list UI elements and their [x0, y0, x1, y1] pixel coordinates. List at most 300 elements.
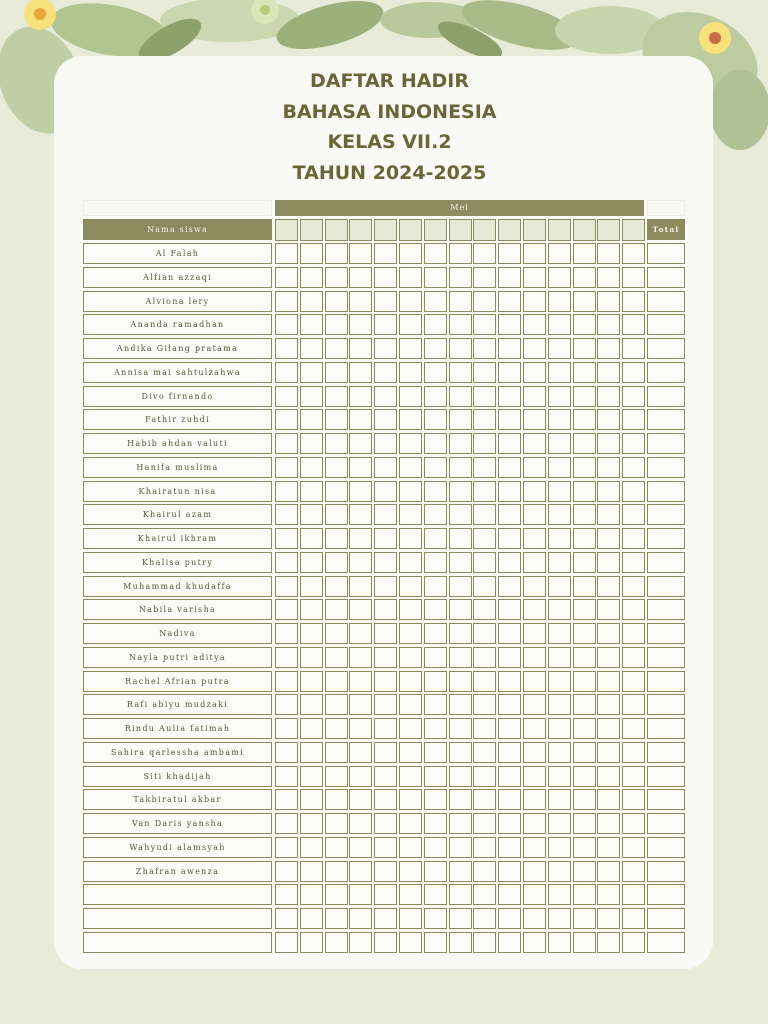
attendance-cell[interactable]: [597, 362, 620, 383]
attendance-cell[interactable]: [498, 694, 521, 715]
attendance-cell[interactable]: [275, 243, 298, 264]
attendance-cell[interactable]: [523, 362, 546, 383]
attendance-cell[interactable]: [498, 528, 521, 549]
attendance-cell[interactable]: [424, 599, 447, 620]
attendance-cell[interactable]: [374, 552, 397, 573]
attendance-cell[interactable]: [622, 861, 645, 882]
attendance-cell[interactable]: [473, 599, 496, 620]
attendance-cell[interactable]: [300, 528, 323, 549]
attendance-cell[interactable]: [374, 718, 397, 739]
attendance-cell[interactable]: [523, 884, 546, 905]
attendance-cell[interactable]: [473, 742, 496, 763]
attendance-cell[interactable]: [399, 528, 422, 549]
attendance-cell[interactable]: [597, 647, 620, 668]
attendance-cell[interactable]: [399, 908, 422, 929]
attendance-cell[interactable]: [523, 409, 546, 430]
attendance-cell[interactable]: [597, 789, 620, 810]
attendance-cell[interactable]: [399, 576, 422, 597]
attendance-cell[interactable]: [325, 932, 348, 953]
attendance-cell[interactable]: [498, 789, 521, 810]
attendance-cell[interactable]: [374, 481, 397, 502]
attendance-cell[interactable]: [473, 671, 496, 692]
attendance-cell[interactable]: [349, 314, 372, 335]
attendance-cell[interactable]: [349, 837, 372, 858]
attendance-cell[interactable]: [349, 338, 372, 359]
attendance-cell[interactable]: [449, 837, 472, 858]
attendance-cell[interactable]: [399, 694, 422, 715]
attendance-cell[interactable]: [548, 291, 571, 312]
attendance-cell[interactable]: [374, 314, 397, 335]
total-cell[interactable]: [647, 528, 685, 549]
attendance-cell[interactable]: [325, 552, 348, 573]
attendance-cell[interactable]: [473, 267, 496, 288]
attendance-cell[interactable]: [424, 386, 447, 407]
attendance-cell[interactable]: [399, 718, 422, 739]
attendance-cell[interactable]: [548, 623, 571, 644]
attendance-cell[interactable]: [573, 932, 596, 953]
total-cell[interactable]: [647, 766, 685, 787]
attendance-cell[interactable]: [597, 884, 620, 905]
attendance-cell[interactable]: [300, 623, 323, 644]
attendance-cell[interactable]: [300, 338, 323, 359]
attendance-cell[interactable]: [275, 766, 298, 787]
attendance-cell[interactable]: [548, 552, 571, 573]
attendance-cell[interactable]: [597, 813, 620, 834]
attendance-cell[interactable]: [523, 671, 546, 692]
attendance-cell[interactable]: [573, 813, 596, 834]
attendance-cell[interactable]: [523, 314, 546, 335]
attendance-cell[interactable]: [349, 908, 372, 929]
attendance-cell[interactable]: [275, 291, 298, 312]
attendance-cell[interactable]: [523, 243, 546, 264]
attendance-cell[interactable]: [498, 671, 521, 692]
attendance-cell[interactable]: [424, 457, 447, 478]
attendance-cell[interactable]: [325, 481, 348, 502]
attendance-cell[interactable]: [349, 884, 372, 905]
attendance-cell[interactable]: [498, 718, 521, 739]
attendance-cell[interactable]: [573, 576, 596, 597]
attendance-cell[interactable]: [399, 837, 422, 858]
attendance-cell[interactable]: [275, 742, 298, 763]
attendance-cell[interactable]: [349, 599, 372, 620]
attendance-cell[interactable]: [523, 861, 546, 882]
attendance-cell[interactable]: [498, 362, 521, 383]
total-cell[interactable]: [647, 861, 685, 882]
attendance-cell[interactable]: [374, 932, 397, 953]
attendance-cell[interactable]: [523, 789, 546, 810]
attendance-cell[interactable]: [597, 932, 620, 953]
total-cell[interactable]: [647, 718, 685, 739]
attendance-cell[interactable]: [473, 338, 496, 359]
total-cell[interactable]: [647, 671, 685, 692]
attendance-cell[interactable]: [399, 861, 422, 882]
attendance-cell[interactable]: [498, 813, 521, 834]
attendance-cell[interactable]: [523, 766, 546, 787]
attendance-cell[interactable]: [548, 742, 571, 763]
attendance-cell[interactable]: [473, 576, 496, 597]
attendance-cell[interactable]: [473, 908, 496, 929]
attendance-cell[interactable]: [325, 504, 348, 525]
attendance-cell[interactable]: [325, 861, 348, 882]
attendance-cell[interactable]: [622, 932, 645, 953]
attendance-cell[interactable]: [473, 552, 496, 573]
attendance-cell[interactable]: [548, 694, 571, 715]
attendance-cell[interactable]: [399, 338, 422, 359]
attendance-cell[interactable]: [498, 623, 521, 644]
attendance-cell[interactable]: [498, 576, 521, 597]
total-cell[interactable]: [647, 552, 685, 573]
attendance-cell[interactable]: [374, 694, 397, 715]
attendance-cell[interactable]: [548, 457, 571, 478]
attendance-cell[interactable]: [523, 386, 546, 407]
attendance-cell[interactable]: [300, 884, 323, 905]
attendance-cell[interactable]: [473, 504, 496, 525]
total-cell[interactable]: [647, 291, 685, 312]
attendance-cell[interactable]: [449, 623, 472, 644]
attendance-cell[interactable]: [548, 528, 571, 549]
attendance-cell[interactable]: [597, 457, 620, 478]
attendance-cell[interactable]: [349, 291, 372, 312]
attendance-cell[interactable]: [399, 766, 422, 787]
attendance-cell[interactable]: [473, 314, 496, 335]
attendance-cell[interactable]: [449, 647, 472, 668]
attendance-cell[interactable]: [449, 718, 472, 739]
attendance-cell[interactable]: [573, 861, 596, 882]
attendance-cell[interactable]: [622, 623, 645, 644]
attendance-cell[interactable]: [349, 861, 372, 882]
attendance-cell[interactable]: [548, 884, 571, 905]
attendance-cell[interactable]: [548, 314, 571, 335]
attendance-cell[interactable]: [498, 314, 521, 335]
attendance-cell[interactable]: [548, 338, 571, 359]
attendance-cell[interactable]: [622, 481, 645, 502]
attendance-cell[interactable]: [424, 362, 447, 383]
attendance-cell[interactable]: [597, 528, 620, 549]
attendance-cell[interactable]: [399, 932, 422, 953]
attendance-cell[interactable]: [473, 291, 496, 312]
total-cell[interactable]: [647, 409, 685, 430]
attendance-cell[interactable]: [349, 409, 372, 430]
attendance-cell[interactable]: [523, 908, 546, 929]
attendance-cell[interactable]: [374, 884, 397, 905]
attendance-cell[interactable]: [374, 837, 397, 858]
attendance-cell[interactable]: [523, 623, 546, 644]
attendance-cell[interactable]: [548, 908, 571, 929]
attendance-cell[interactable]: [275, 314, 298, 335]
total-cell[interactable]: [647, 647, 685, 668]
total-cell[interactable]: [647, 623, 685, 644]
attendance-cell[interactable]: [424, 647, 447, 668]
attendance-cell[interactable]: [325, 742, 348, 763]
attendance-cell[interactable]: [349, 576, 372, 597]
attendance-cell[interactable]: [424, 623, 447, 644]
attendance-cell[interactable]: [548, 386, 571, 407]
attendance-cell[interactable]: [449, 908, 472, 929]
attendance-cell[interactable]: [349, 671, 372, 692]
attendance-cell[interactable]: [449, 528, 472, 549]
attendance-cell[interactable]: [275, 813, 298, 834]
attendance-cell[interactable]: [449, 291, 472, 312]
attendance-cell[interactable]: [374, 813, 397, 834]
attendance-cell[interactable]: [374, 908, 397, 929]
attendance-cell[interactable]: [275, 386, 298, 407]
attendance-cell[interactable]: [573, 291, 596, 312]
attendance-cell[interactable]: [275, 338, 298, 359]
attendance-cell[interactable]: [622, 718, 645, 739]
attendance-cell[interactable]: [374, 267, 397, 288]
attendance-cell[interactable]: [473, 647, 496, 668]
attendance-cell[interactable]: [300, 742, 323, 763]
attendance-cell[interactable]: [325, 243, 348, 264]
attendance-cell[interactable]: [597, 694, 620, 715]
attendance-cell[interactable]: [573, 504, 596, 525]
attendance-cell[interactable]: [449, 314, 472, 335]
attendance-cell[interactable]: [597, 576, 620, 597]
attendance-cell[interactable]: [424, 671, 447, 692]
attendance-cell[interactable]: [374, 362, 397, 383]
attendance-cell[interactable]: [622, 671, 645, 692]
attendance-cell[interactable]: [473, 409, 496, 430]
total-cell[interactable]: [647, 932, 685, 953]
attendance-cell[interactable]: [597, 267, 620, 288]
attendance-cell[interactable]: [300, 362, 323, 383]
attendance-cell[interactable]: [573, 338, 596, 359]
attendance-cell[interactable]: [473, 694, 496, 715]
attendance-cell[interactable]: [473, 884, 496, 905]
attendance-cell[interactable]: [325, 789, 348, 810]
attendance-cell[interactable]: [399, 314, 422, 335]
attendance-cell[interactable]: [548, 789, 571, 810]
attendance-cell[interactable]: [325, 884, 348, 905]
attendance-cell[interactable]: [399, 552, 422, 573]
attendance-cell[interactable]: [275, 861, 298, 882]
attendance-cell[interactable]: [622, 599, 645, 620]
attendance-cell[interactable]: [449, 552, 472, 573]
attendance-cell[interactable]: [573, 243, 596, 264]
attendance-cell[interactable]: [473, 433, 496, 454]
attendance-cell[interactable]: [523, 742, 546, 763]
attendance-cell[interactable]: [548, 481, 571, 502]
attendance-cell[interactable]: [374, 291, 397, 312]
attendance-cell[interactable]: [325, 671, 348, 692]
attendance-cell[interactable]: [498, 552, 521, 573]
attendance-cell[interactable]: [325, 813, 348, 834]
attendance-cell[interactable]: [424, 742, 447, 763]
attendance-cell[interactable]: [548, 409, 571, 430]
attendance-cell[interactable]: [597, 338, 620, 359]
attendance-cell[interactable]: [349, 694, 372, 715]
attendance-cell[interactable]: [498, 409, 521, 430]
attendance-cell[interactable]: [622, 552, 645, 573]
total-cell[interactable]: [647, 599, 685, 620]
attendance-cell[interactable]: [473, 932, 496, 953]
attendance-cell[interactable]: [325, 409, 348, 430]
attendance-cell[interactable]: [300, 694, 323, 715]
attendance-cell[interactable]: [573, 766, 596, 787]
attendance-cell[interactable]: [399, 409, 422, 430]
attendance-cell[interactable]: [548, 861, 571, 882]
attendance-cell[interactable]: [424, 267, 447, 288]
attendance-cell[interactable]: [424, 718, 447, 739]
attendance-cell[interactable]: [300, 861, 323, 882]
attendance-cell[interactable]: [622, 267, 645, 288]
attendance-cell[interactable]: [449, 742, 472, 763]
attendance-cell[interactable]: [424, 766, 447, 787]
attendance-cell[interactable]: [325, 314, 348, 335]
attendance-cell[interactable]: [498, 884, 521, 905]
attendance-cell[interactable]: [275, 528, 298, 549]
attendance-cell[interactable]: [275, 362, 298, 383]
attendance-cell[interactable]: [498, 267, 521, 288]
attendance-cell[interactable]: [597, 243, 620, 264]
attendance-cell[interactable]: [573, 599, 596, 620]
attendance-cell[interactable]: [424, 243, 447, 264]
attendance-cell[interactable]: [374, 504, 397, 525]
attendance-cell[interactable]: [300, 576, 323, 597]
attendance-cell[interactable]: [498, 766, 521, 787]
attendance-cell[interactable]: [523, 528, 546, 549]
attendance-cell[interactable]: [573, 647, 596, 668]
attendance-cell[interactable]: [548, 433, 571, 454]
attendance-cell[interactable]: [275, 552, 298, 573]
attendance-cell[interactable]: [275, 884, 298, 905]
attendance-cell[interactable]: [622, 694, 645, 715]
attendance-cell[interactable]: [597, 599, 620, 620]
attendance-cell[interactable]: [349, 386, 372, 407]
total-cell[interactable]: [647, 504, 685, 525]
attendance-cell[interactable]: [300, 932, 323, 953]
attendance-cell[interactable]: [548, 243, 571, 264]
attendance-cell[interactable]: [374, 409, 397, 430]
attendance-cell[interactable]: [622, 433, 645, 454]
attendance-cell[interactable]: [325, 694, 348, 715]
attendance-cell[interactable]: [399, 599, 422, 620]
attendance-cell[interactable]: [300, 314, 323, 335]
attendance-cell[interactable]: [597, 908, 620, 929]
attendance-cell[interactable]: [399, 884, 422, 905]
attendance-cell[interactable]: [597, 718, 620, 739]
attendance-cell[interactable]: [424, 908, 447, 929]
attendance-cell[interactable]: [325, 433, 348, 454]
attendance-cell[interactable]: [622, 243, 645, 264]
attendance-cell[interactable]: [300, 386, 323, 407]
attendance-cell[interactable]: [548, 718, 571, 739]
attendance-cell[interactable]: [424, 694, 447, 715]
attendance-cell[interactable]: [424, 504, 447, 525]
attendance-cell[interactable]: [275, 267, 298, 288]
attendance-cell[interactable]: [573, 386, 596, 407]
attendance-cell[interactable]: [597, 386, 620, 407]
attendance-cell[interactable]: [622, 362, 645, 383]
attendance-cell[interactable]: [374, 861, 397, 882]
attendance-cell[interactable]: [449, 884, 472, 905]
attendance-cell[interactable]: [399, 813, 422, 834]
attendance-cell[interactable]: [424, 528, 447, 549]
attendance-cell[interactable]: [349, 267, 372, 288]
attendance-cell[interactable]: [523, 433, 546, 454]
attendance-cell[interactable]: [325, 718, 348, 739]
attendance-cell[interactable]: [523, 291, 546, 312]
attendance-cell[interactable]: [622, 409, 645, 430]
attendance-cell[interactable]: [424, 813, 447, 834]
total-cell[interactable]: [647, 314, 685, 335]
attendance-cell[interactable]: [374, 766, 397, 787]
attendance-cell[interactable]: [399, 647, 422, 668]
attendance-cell[interactable]: [622, 504, 645, 525]
attendance-cell[interactable]: [548, 671, 571, 692]
attendance-cell[interactable]: [573, 267, 596, 288]
attendance-cell[interactable]: [374, 457, 397, 478]
attendance-cell[interactable]: [325, 267, 348, 288]
attendance-cell[interactable]: [523, 481, 546, 502]
total-cell[interactable]: [647, 813, 685, 834]
attendance-cell[interactable]: [498, 861, 521, 882]
attendance-cell[interactable]: [597, 861, 620, 882]
attendance-cell[interactable]: [275, 789, 298, 810]
attendance-cell[interactable]: [498, 742, 521, 763]
attendance-cell[interactable]: [449, 599, 472, 620]
attendance-cell[interactable]: [622, 457, 645, 478]
attendance-cell[interactable]: [325, 766, 348, 787]
attendance-cell[interactable]: [523, 599, 546, 620]
attendance-cell[interactable]: [275, 481, 298, 502]
attendance-cell[interactable]: [374, 742, 397, 763]
attendance-cell[interactable]: [473, 813, 496, 834]
attendance-cell[interactable]: [622, 884, 645, 905]
attendance-cell[interactable]: [498, 837, 521, 858]
attendance-cell[interactable]: [449, 386, 472, 407]
attendance-cell[interactable]: [275, 433, 298, 454]
attendance-cell[interactable]: [498, 433, 521, 454]
attendance-cell[interactable]: [573, 457, 596, 478]
attendance-cell[interactable]: [349, 552, 372, 573]
attendance-cell[interactable]: [573, 362, 596, 383]
attendance-cell[interactable]: [498, 481, 521, 502]
attendance-cell[interactable]: [548, 647, 571, 668]
attendance-cell[interactable]: [449, 766, 472, 787]
attendance-cell[interactable]: [449, 457, 472, 478]
attendance-cell[interactable]: [399, 267, 422, 288]
attendance-cell[interactable]: [399, 789, 422, 810]
attendance-cell[interactable]: [622, 766, 645, 787]
attendance-cell[interactable]: [498, 504, 521, 525]
attendance-cell[interactable]: [275, 671, 298, 692]
total-cell[interactable]: [647, 386, 685, 407]
attendance-cell[interactable]: [300, 813, 323, 834]
attendance-cell[interactable]: [498, 908, 521, 929]
attendance-cell[interactable]: [325, 837, 348, 858]
attendance-cell[interactable]: [597, 742, 620, 763]
attendance-cell[interactable]: [473, 386, 496, 407]
attendance-cell[interactable]: [449, 504, 472, 525]
attendance-cell[interactable]: [622, 291, 645, 312]
attendance-cell[interactable]: [300, 647, 323, 668]
attendance-cell[interactable]: [349, 528, 372, 549]
attendance-cell[interactable]: [449, 789, 472, 810]
attendance-cell[interactable]: [473, 362, 496, 383]
attendance-cell[interactable]: [573, 671, 596, 692]
attendance-cell[interactable]: [622, 314, 645, 335]
attendance-cell[interactable]: [523, 338, 546, 359]
attendance-cell[interactable]: [374, 576, 397, 597]
attendance-cell[interactable]: [300, 599, 323, 620]
attendance-cell[interactable]: [275, 837, 298, 858]
attendance-cell[interactable]: [597, 314, 620, 335]
attendance-cell[interactable]: [573, 481, 596, 502]
attendance-cell[interactable]: [573, 718, 596, 739]
attendance-cell[interactable]: [449, 243, 472, 264]
attendance-cell[interactable]: [424, 932, 447, 953]
